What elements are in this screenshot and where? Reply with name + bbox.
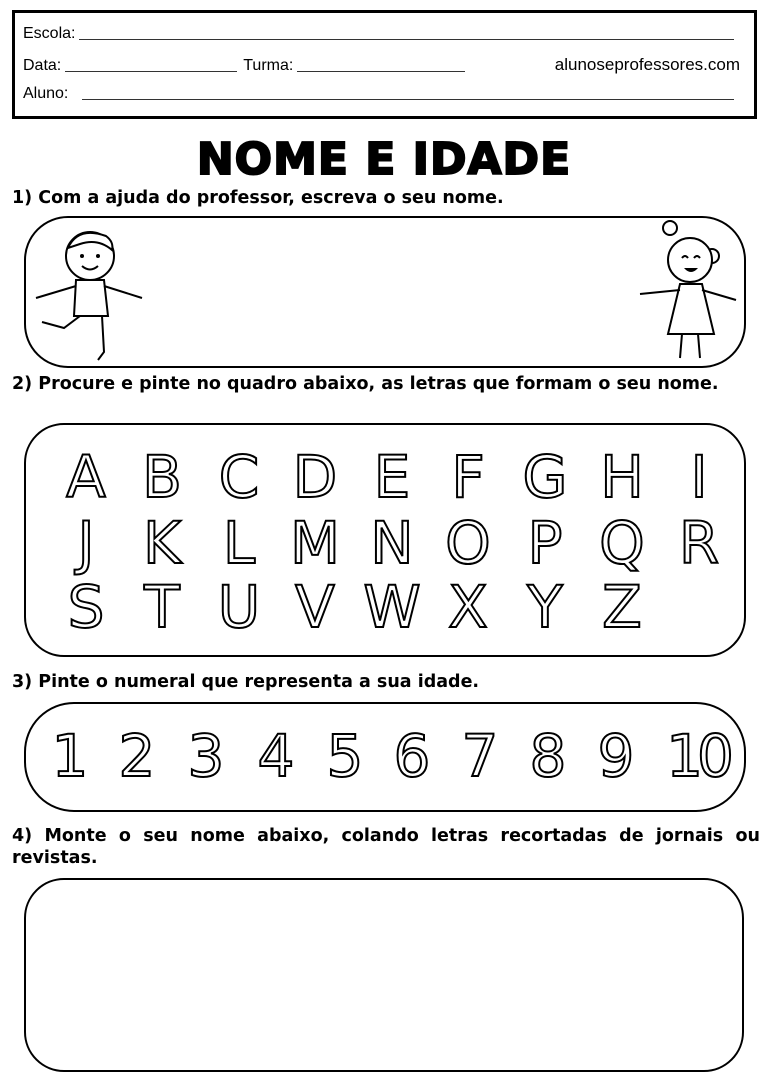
letter-j[interactable]: J	[77, 509, 95, 577]
letter-x[interactable]: X	[448, 573, 488, 641]
date-label: Data:	[23, 57, 62, 74]
letter-i[interactable]: I	[690, 443, 708, 511]
letter-m[interactable]: M	[289, 509, 341, 577]
student-field[interactable]	[82, 98, 734, 100]
number-3[interactable]: 3	[187, 722, 225, 790]
letter-p[interactable]: P	[527, 509, 563, 577]
number-7[interactable]: 7	[461, 722, 499, 790]
letter-n[interactable]: N	[370, 509, 414, 577]
class-label: Turma:	[243, 57, 294, 74]
collage-box[interactable]	[24, 878, 744, 1072]
school-row	[23, 25, 740, 43]
girl-illustration-icon	[632, 218, 742, 366]
date-field[interactable]	[65, 70, 237, 72]
letter-f[interactable]: F	[451, 443, 485, 511]
number-2[interactable]: 2	[118, 722, 156, 790]
school-label: Escola:	[23, 25, 76, 42]
letter-z[interactable]: Z	[602, 573, 642, 641]
letter-r[interactable]: R	[678, 509, 720, 577]
letter-b[interactable]: B	[142, 443, 182, 511]
letter-u[interactable]: U	[217, 573, 261, 641]
date-class-row	[23, 55, 740, 75]
number-10[interactable]: 10	[666, 722, 728, 790]
question-2: 2) Procure e pinte no quadro abaixo, as letras que formam o seu nome.	[12, 374, 719, 394]
letter-l[interactable]: L	[222, 509, 256, 577]
boy-illustration-icon	[28, 218, 148, 366]
question-3: 3) Pinte o numeral que representa a sua idade.	[12, 672, 480, 692]
number-8[interactable]: 8	[529, 722, 567, 790]
letter-o[interactable]: O	[445, 509, 491, 577]
class-field[interactable]	[297, 70, 465, 72]
school-field[interactable]	[79, 38, 734, 40]
number-5[interactable]: 5	[326, 722, 364, 790]
letter-h[interactable]: H	[600, 443, 644, 511]
letter-w[interactable]: W	[363, 573, 421, 641]
question-1: 1) Com a ajuda do professor, escreva o seu nome.	[12, 188, 504, 208]
number-4[interactable]: 4	[257, 722, 295, 790]
numbers-box	[24, 702, 746, 812]
website-text: alunoseprofessores.com	[554, 55, 740, 74]
letter-s[interactable]: S	[67, 573, 105, 641]
letter-v[interactable]: V	[295, 573, 335, 641]
letter-y[interactable]: Y	[527, 573, 563, 641]
letter-d[interactable]: D	[292, 443, 338, 511]
number-1[interactable]: 1	[51, 722, 89, 790]
letter-c[interactable]: C	[218, 443, 260, 511]
question-4: 4) Monte o seu nome abaixo, colando letras recortadas de jornais ou revistas.	[12, 826, 760, 868]
letter-g[interactable]: G	[522, 443, 568, 511]
number-6[interactable]: 6	[393, 722, 431, 790]
letter-t[interactable]: T	[144, 573, 180, 641]
letter-q[interactable]: Q	[599, 509, 645, 577]
letter-e[interactable]: E	[373, 443, 411, 511]
name-writing-box[interactable]	[24, 216, 746, 368]
student-row	[23, 85, 740, 103]
number-9[interactable]: 9	[597, 722, 635, 790]
letter-a[interactable]: A	[66, 443, 106, 511]
letter-k[interactable]: K	[142, 509, 182, 577]
page-title: NOME E IDADE	[196, 134, 572, 185]
header-box	[12, 10, 757, 119]
student-label: Aluno:	[23, 85, 69, 102]
alphabet-box	[24, 423, 746, 657]
